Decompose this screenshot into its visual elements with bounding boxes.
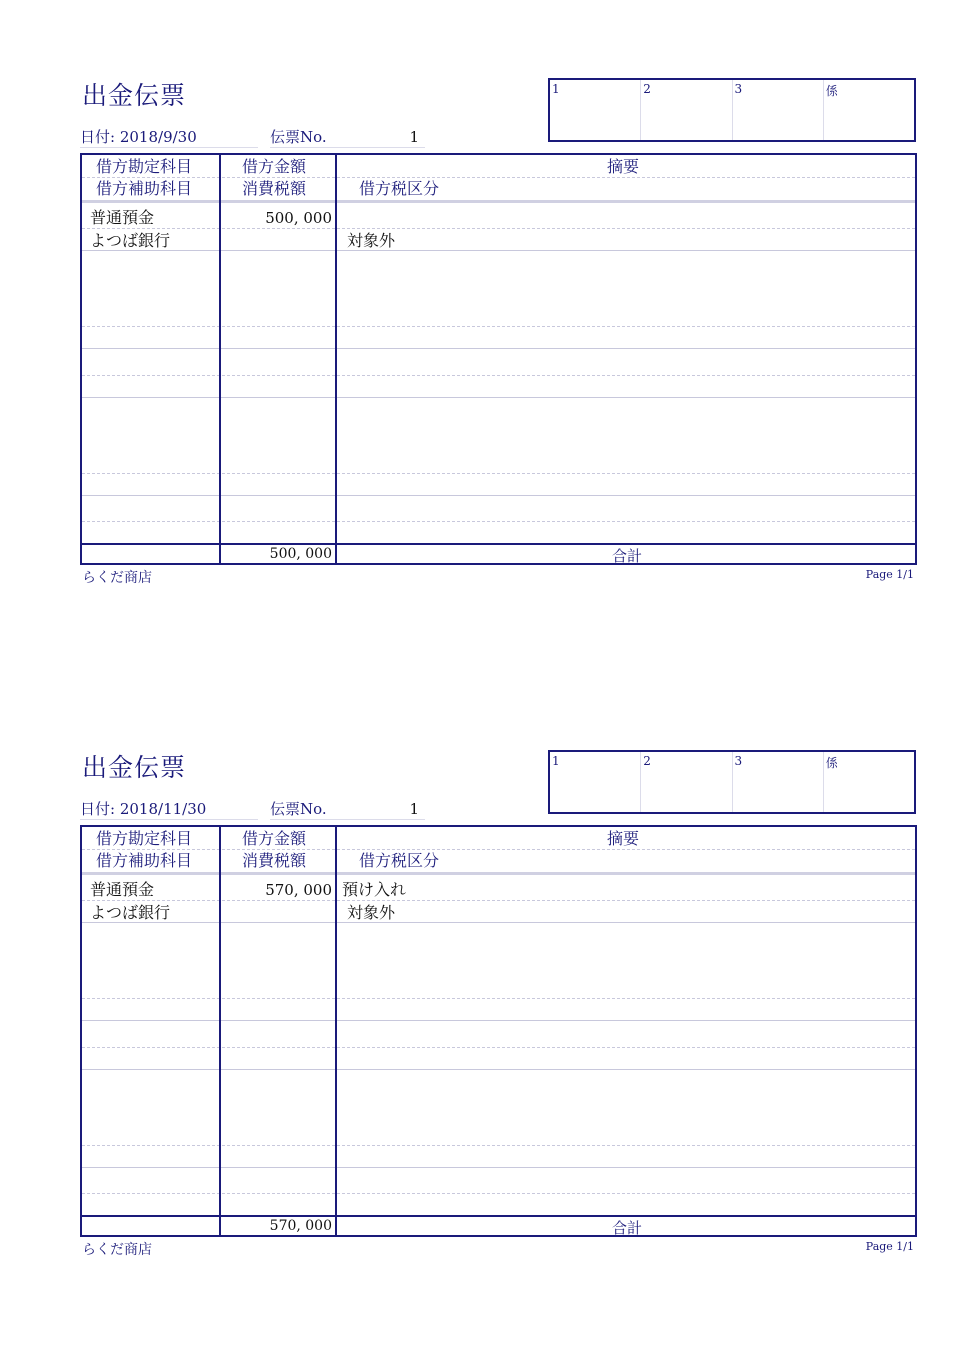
column-divider xyxy=(335,827,337,1235)
entry-tax-category: 対象外 xyxy=(347,903,396,922)
total-divider xyxy=(82,543,915,545)
row-divider xyxy=(82,900,915,901)
slip-number-field xyxy=(270,799,425,820)
page-indicator: Page 1/1 xyxy=(865,1240,914,1253)
slip-number-value: 1 xyxy=(409,128,419,146)
slip-title: 出金伝票 xyxy=(82,753,187,782)
date-value: 2018/9/30 xyxy=(119,128,197,146)
total-divider xyxy=(82,1215,915,1217)
header-debit-account: 借方勘定科目 xyxy=(96,829,193,848)
date-label: 日付: xyxy=(80,800,116,818)
stamp-cell-2: 2 xyxy=(640,752,731,812)
page-indicator: Page 1/1 xyxy=(865,568,914,581)
shop-name: らくだ商店 xyxy=(82,570,152,586)
entry-table xyxy=(80,825,917,1237)
row-divider xyxy=(82,1020,915,1021)
header-tax-category: 借方税区分 xyxy=(359,851,440,870)
shop-name: らくだ商店 xyxy=(82,1242,152,1258)
entry-memo: 預け入れ xyxy=(342,880,407,899)
slip-number-field xyxy=(270,127,425,148)
slip-title: 出金伝票 xyxy=(82,81,187,110)
stamp-cell-2: 2 xyxy=(640,80,731,140)
row-divider xyxy=(82,375,915,376)
entry-account: 普通預金 xyxy=(90,208,155,227)
stamp-cell-3: 3 xyxy=(732,752,823,812)
total-label: 合計 xyxy=(612,1219,643,1237)
header-divider xyxy=(82,872,915,875)
header-tax-amount: 消費税額 xyxy=(242,179,307,198)
entry-sub-account: よつば銀行 xyxy=(90,903,171,922)
stamp-cell-clerk: 係 xyxy=(823,80,914,140)
voucher-slip xyxy=(0,0,965,586)
row-divider xyxy=(82,495,915,496)
row-divider xyxy=(82,1069,915,1070)
stamp-cell-3: 3 xyxy=(732,80,823,140)
header-debit-amount: 借方金額 xyxy=(242,829,307,848)
voucher-slip xyxy=(0,672,965,1258)
slip-number-value: 1 xyxy=(409,800,419,818)
column-divider xyxy=(219,827,221,1235)
entry-tax-category: 対象外 xyxy=(347,231,396,250)
stamp-cell-1: 1 xyxy=(552,754,560,768)
date-value: 2018/11/30 xyxy=(119,800,207,818)
header-debit-amount: 借方金額 xyxy=(242,157,307,176)
slip-number-label: 伝票No. xyxy=(270,800,327,818)
header-tax-category: 借方税区分 xyxy=(359,179,440,198)
header-memo: 摘要 xyxy=(607,157,640,176)
row-divider xyxy=(82,228,915,229)
row-divider xyxy=(82,397,915,398)
approval-stamp-box xyxy=(548,78,916,142)
row-divider xyxy=(82,1145,915,1146)
stamp-cell-clerk: 係 xyxy=(823,752,914,812)
date-label: 日付: xyxy=(80,128,116,146)
header-debit-account: 借方勘定科目 xyxy=(96,157,193,176)
header-debit-sub-account: 借方補助科目 xyxy=(96,851,193,870)
total-amount: 500, 000 xyxy=(269,546,332,562)
row-divider xyxy=(82,521,915,522)
row-divider xyxy=(82,177,915,178)
date-field xyxy=(80,799,258,820)
slip-number-label: 伝票No. xyxy=(270,128,327,146)
row-divider xyxy=(82,922,915,923)
row-divider xyxy=(82,1167,915,1168)
column-divider xyxy=(219,155,221,563)
approval-stamp-box xyxy=(548,750,916,814)
date-field xyxy=(80,127,258,148)
header-debit-sub-account: 借方補助科目 xyxy=(96,179,193,198)
header-tax-amount: 消費税額 xyxy=(242,851,307,870)
column-divider xyxy=(335,155,337,563)
entry-amount: 570, 000 xyxy=(265,881,332,899)
stamp-cell-1: 1 xyxy=(552,82,560,96)
row-divider xyxy=(82,348,915,349)
entry-table xyxy=(80,153,917,565)
entry-amount: 500, 000 xyxy=(265,209,332,227)
entry-account: 普通預金 xyxy=(90,880,155,899)
row-divider xyxy=(82,849,915,850)
row-divider xyxy=(82,326,915,327)
row-divider xyxy=(82,473,915,474)
total-amount: 570, 000 xyxy=(269,1218,332,1234)
row-divider xyxy=(82,250,915,251)
row-divider xyxy=(82,1047,915,1048)
row-divider xyxy=(82,1193,915,1194)
entry-sub-account: よつば銀行 xyxy=(90,231,171,250)
total-label: 合計 xyxy=(612,547,643,565)
header-memo: 摘要 xyxy=(607,829,640,848)
row-divider xyxy=(82,998,915,999)
header-divider xyxy=(82,200,915,203)
